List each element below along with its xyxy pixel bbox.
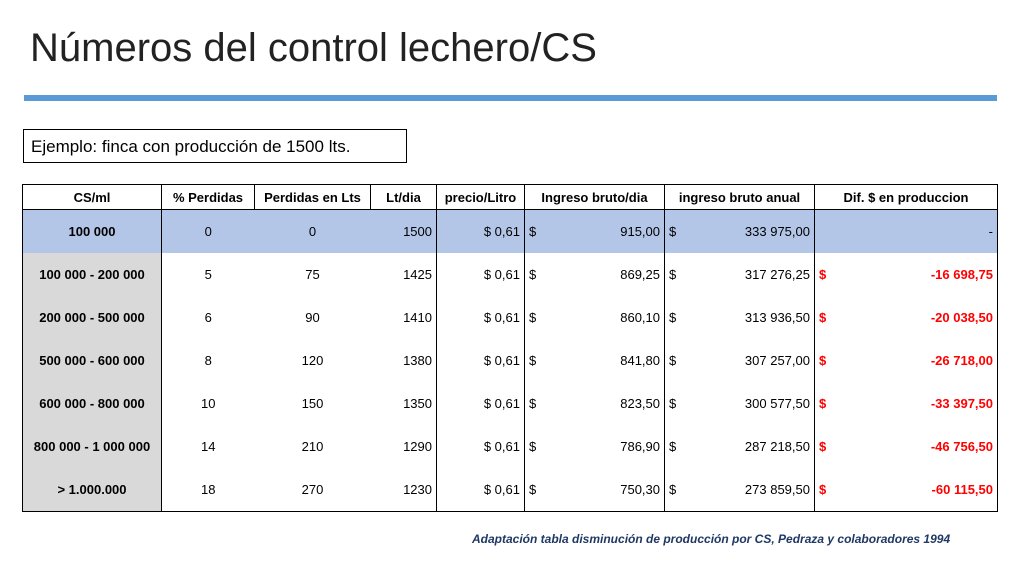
cell-ingreso-anual [665,468,815,512]
cell-ltdia: 1410 [403,310,432,325]
table-row [23,468,998,512]
dif-value: -26 718,00 [930,353,993,368]
cell-dif [815,382,998,425]
cell-ingreso-dia [525,425,665,468]
cell-precio: $ 0,61 [437,468,525,512]
cell-pct: 5 [204,267,212,282]
cell-precio: $ 0,61 [437,296,525,339]
ingreso-dia-value: 823,50 [620,396,660,411]
cell-ingreso-anual [665,382,815,425]
slide-title: Números del control lechero/CS [30,26,597,70]
dif-value: -20 038,50 [930,310,993,325]
cell-cs: 600 000 - 800 000 [23,382,162,425]
cell-cs: 100 000 - 200 000 [23,253,162,296]
currency-symbol: $ [669,439,677,454]
ingreso-anual-value: 300 577,50 [744,396,810,411]
cell-lts: 90 [305,310,320,325]
cell-pct: 14 [201,439,216,454]
dif-value: -46 756,50 [930,439,993,454]
cell-cs: > 1.000.000 [23,468,162,512]
ingreso-anual-value: 313 936,50 [744,310,810,325]
cell-ingreso-dia [525,468,665,512]
currency-symbol: $ [669,482,677,497]
currency-symbol: $ [819,267,827,282]
header-pct-perdidas: % Perdidas [162,185,255,210]
cell-cs: 500 000 - 600 000 [23,339,162,382]
ingreso-dia-value: 860,10 [620,310,660,325]
cell-ingreso-anual [665,253,815,296]
currency-symbol: $ [669,353,677,368]
cell-cs: 200 000 - 500 000 [23,296,162,339]
cell-ingreso-dia [525,382,665,425]
cell-ingreso-dia [525,253,665,296]
header-cs: CS/ml [23,185,162,210]
table-row [23,253,998,296]
ingreso-dia-value: 786,90 [620,439,660,454]
cell-lts: 210 [301,439,324,454]
currency-symbol: $ [819,353,827,368]
ingreso-dia-value: 841,80 [620,353,660,368]
cell-pct: 0 [162,210,255,254]
cell-lts: 75 [305,267,320,282]
cell-ingreso-anual [665,296,815,339]
cell-pct: 10 [201,396,216,411]
currency-symbol: $ [819,439,827,454]
table-row [23,339,998,382]
cell-ingreso-anual [665,339,815,382]
cell-lts: 120 [301,353,324,368]
cell-precio: $ 0,61 [437,339,525,382]
ingreso-anual-value: 273 859,50 [744,482,810,497]
cell-ltdia: 1230 [371,468,437,512]
cell-ltdia: 1290 [403,439,432,454]
table-row [23,296,998,339]
cell-dif [815,425,998,468]
ingreso-dia-value: 750,30 [620,482,660,497]
dif-value: -16 698,75 [930,267,993,282]
source-citation: Adaptación tabla disminución de producción por CS, Pedraza y colaboradores 1994 [472,532,951,546]
header-lt-dia: Lt/dia [371,185,437,210]
cell-pct: 18 [162,468,255,512]
header-dif: Dif. $ en produccion [815,185,998,210]
cell-cs: 800 000 - 1 000 000 [23,425,162,468]
cell-ltdia: 1425 [403,267,432,282]
cell-ltdia: 1500 [371,210,437,254]
currency-symbol: $ [529,224,537,239]
dif-value: -60 115,50 [931,482,993,497]
ingreso-anual-value: 317 276,25 [744,267,810,282]
cell-dif [815,210,998,254]
cell-precio: $ 0,61 [437,210,525,254]
cell-ltdia: 1380 [403,353,432,368]
cell-cs: 100 000 [23,210,162,254]
currency-symbol: $ [819,482,827,497]
currency-symbol: $ [819,310,827,325]
currency-symbol: $ [529,396,537,411]
cell-ingreso-dia [525,296,665,339]
header-precio-litro: precio/Litro [437,185,525,210]
currency-symbol: $ [819,396,827,411]
cell-ingreso-dia [525,210,665,254]
table-header-row [23,185,998,210]
cell-ltdia: 1350 [403,396,432,411]
currency-symbol: $ [529,482,537,497]
header-ingreso-anual: ingreso bruto anual [665,185,815,210]
title-underline [24,95,997,101]
currency-symbol: $ [529,310,537,325]
cell-lts: 270 [255,468,371,512]
currency-symbol: $ [669,224,677,239]
dif-value: -33 397,50 [930,396,993,411]
cell-precio: $ 0,61 [437,253,525,296]
currency-symbol: $ [669,396,677,411]
table-row [23,210,998,254]
currency-symbol: $ [529,353,537,368]
cell-lts: 150 [301,396,324,411]
table-row [23,382,998,425]
currency-symbol: $ [669,310,677,325]
cell-dif [815,339,998,382]
ingreso-dia-value: 915,00 [620,224,660,239]
example-box: Ejemplo: finca con producción de 1500 lts. [23,129,407,163]
ingreso-anual-value: 287 218,50 [744,439,810,454]
ingreso-anual-value: 307 257,00 [744,353,810,368]
currency-symbol: $ [529,439,537,454]
cell-ingreso-anual [665,210,815,254]
ingreso-dia-value: 869,25 [620,267,660,282]
ingreso-anual-value: 333 975,00 [744,224,810,239]
currency-symbol: $ [529,267,537,282]
cell-dif [815,468,998,512]
cell-precio: $ 0,61 [437,425,525,468]
header-perdidas-lts: Perdidas en Lts [255,185,371,210]
header-ingreso-dia: Ingreso bruto/dia [525,185,665,210]
cell-precio: $ 0,61 [437,382,525,425]
cell-dif [815,296,998,339]
control-lechero-table [22,184,998,512]
cell-ingreso-dia [525,339,665,382]
cell-lts: 0 [255,210,371,254]
currency-symbol: $ [669,267,677,282]
cell-pct: 8 [204,353,212,368]
dif-value: - [988,224,993,239]
cell-pct: 6 [204,310,212,325]
cell-dif [815,253,998,296]
cell-ingreso-anual [665,425,815,468]
table-row [23,425,998,468]
